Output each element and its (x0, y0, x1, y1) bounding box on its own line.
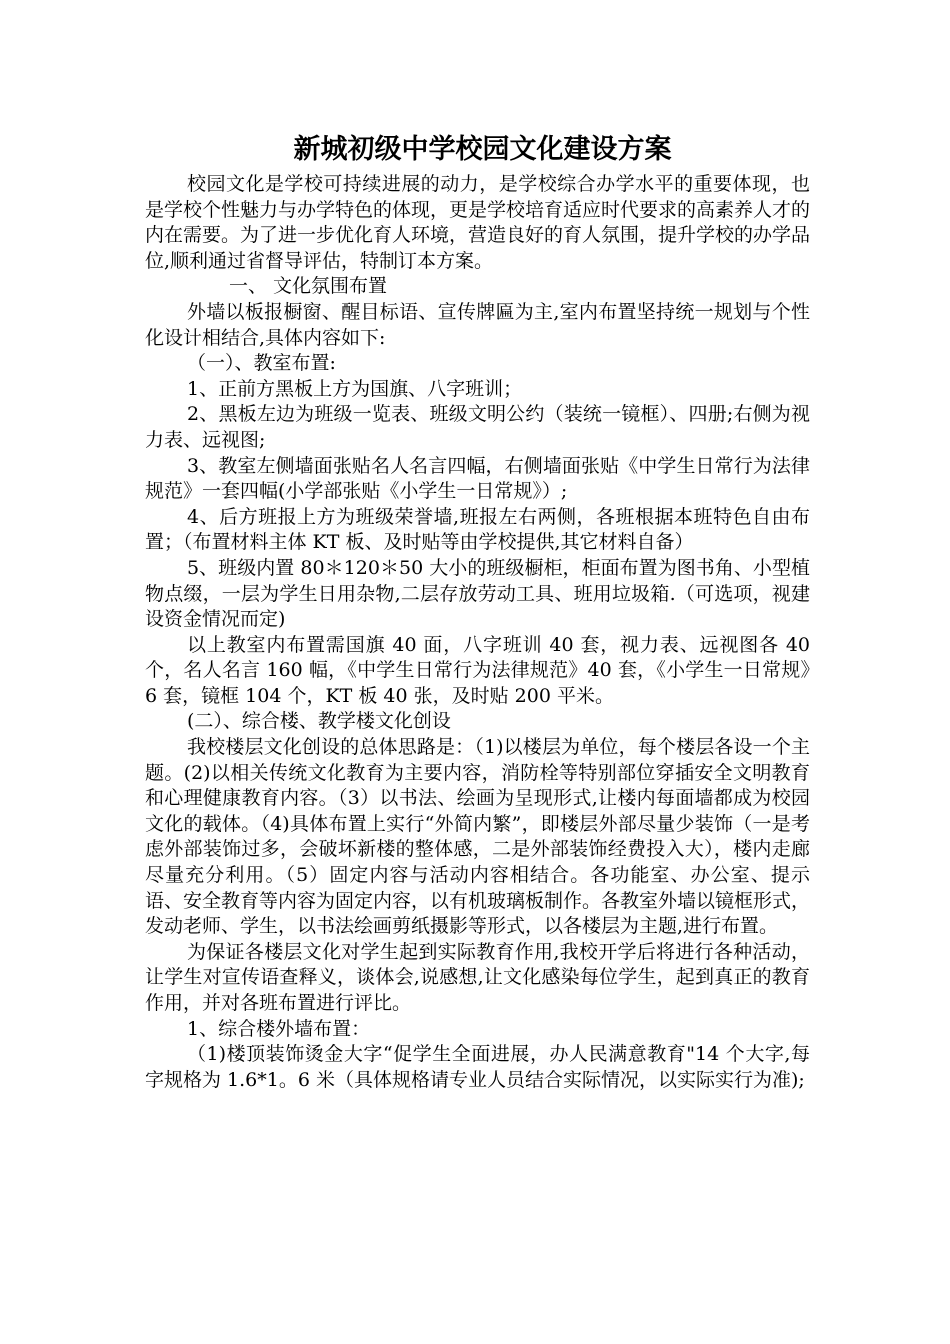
section-heading-1: 一、 文化氛围布置 (229, 275, 388, 298)
subheading-exterior-wall: 1、综合楼外墙布置： (187, 1017, 371, 1040)
list-item-3: 3、教室左侧墙面张贴名人名言四幅，右侧墙面张贴《中学生日常行为法律规范》一套四幅(小学部张贴《小学生一日常规》）; (145, 454, 810, 503)
subheading-buildings: (二）、综合楼、教学楼文化创设 (187, 710, 451, 733)
document-title: 新城初级中学校园文化建设方案 (293, 134, 672, 165)
list-item-2: 2、黑板左边为班级一览表、班级文明公约（装统一镜框）、四册;右侧为视力表、远视图; (145, 403, 810, 451)
list-item-5: 5、班级内置 80＊120＊50 大小的班级橱柜，柜面布置为图书角、小型植物点缀，一层为学生日用杂物,二层存放劳动工具、班用垃圾箱.（可选项，视建设资金情况而定) (145, 556, 810, 631)
intro-paragraph: 校园文化是学校可持续进展的动力，是学校综合办学水平的重要体现，也是学校个性魅力与办学特色的体现，更是学校培育适应时代要求的高素养人才的内在需要。为了进一步优化育人环境，营造良好的育人氛围，提升学校的办学品位,顺利通过省督导评估，特制订本方案。 (145, 173, 811, 272)
list-item-1: 1、正前方黑板上方为国旗、八字班训； (187, 377, 523, 400)
paragraph-floor-culture: 我校楼层文化创设的总体思路是：（1)以楼层为单位，每个楼层各设一个主题。(2)以相关传统文化教育为主要内容，消防栓等特别部位穿插安全文明教育和心理健康教育内容。（3）以书法、绘画为呈现形式,让楼内每面墙都成为校园文化的载体。（4)具体布置上实行“外简内繁”，即楼层外部尽量少装饰（一是考虑外部装饰过多，会破坏新楼的整体感，二是外部装饰经费投入大），楼内走廊尽量充分利用。（5）固定内容与活动内容相结合。各功能室、办公室、提示语、安全教育等内容为固定内容，以有机玻璃板制作。各教室外墙以镜框形式，发动老师、学生，以书法绘画剪纸摄影等形式，以各楼层为主题,进行布置。 (145, 736, 811, 938)
subheading-classroom: （一）、教室布置: (187, 352, 336, 375)
document-page (145, 130, 810, 1093)
list-item-4: 4、后方班报上方为班级荣誉墙,班报左右两侧，各班根据本班特色自由布置；（布置材料主体 KT 板、及时贴等由学校提供,其它材料自备） (145, 505, 810, 554)
paragraph-activities: 为保证各楼层文化对学生起到实际教育作用,我校开学后将进行各种活动，让学生对宣传语查释义，谈体会,说感想,让文化感染每位学生，起到真正的教育作用，并对各班布置进行评比。 (145, 940, 810, 1014)
list-item-roof-text: （1)楼顶装饰烫金大字“促学生全面进展，办人民满意教育"14 个大字,每字规格为 1.6*1。6 米（具体规格请专业人员结合实际情况，以实际实行为准); (145, 1043, 810, 1091)
paragraph-materials: 以上教室内布置需国旗 40 面，八字班训 40 套，视力表、远视图各 40 个，名人名言 160 幅，《中学生日常行为法律规范》40 套，《小学生一日常规》6 套，镜框 104 个，KT 板 40 张，及时贴 200 平米。 (145, 633, 810, 707)
paragraph-exterior-layout: 外墙以板报橱窗、醒目标语、宣传牌匾为主,室内布置坚持统一规划与个性化设计相结合,具体内容如下: (145, 300, 810, 349)
